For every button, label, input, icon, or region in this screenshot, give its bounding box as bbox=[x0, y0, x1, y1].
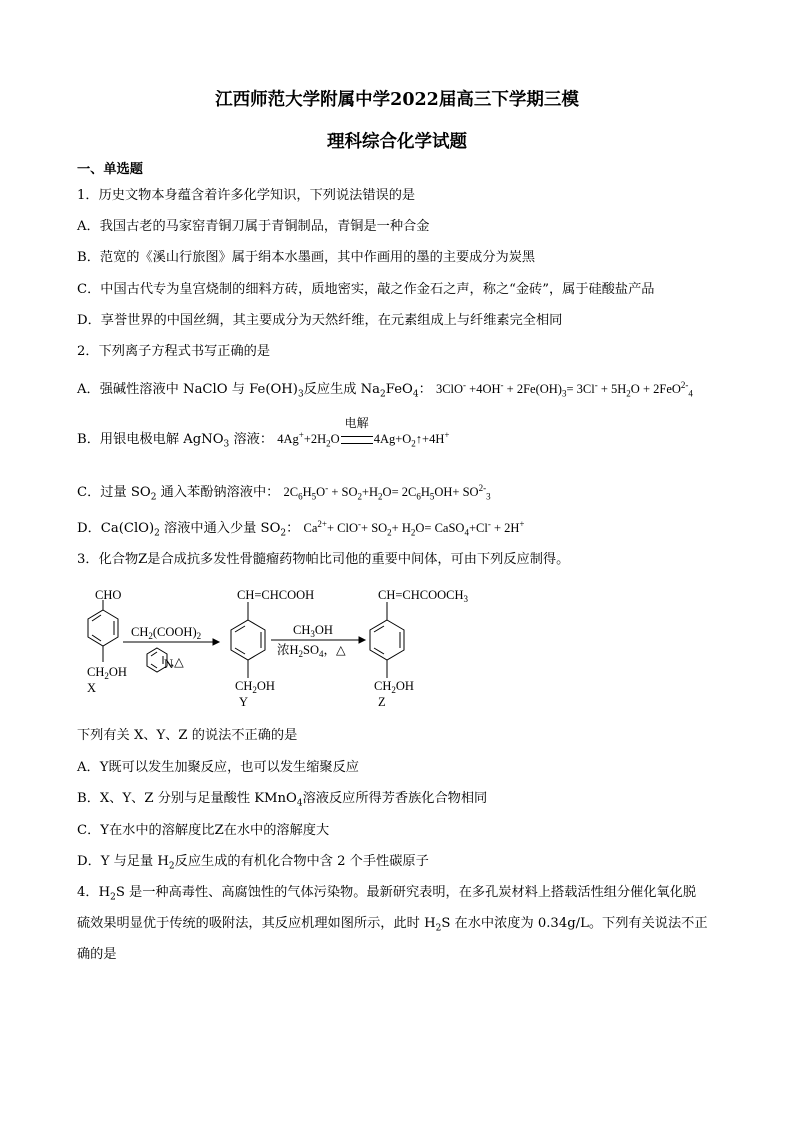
label-z: Z bbox=[378, 695, 386, 709]
exam-title: 江西师范大学附属中学2022届高三下学期三模 bbox=[215, 90, 579, 110]
q1-stem: 1．历史文物本身蕴含着许多化学知识，下列说法错误的是 bbox=[77, 188, 416, 203]
x-benzene-ring bbox=[88, 600, 118, 662]
section-heading: 一、单选题 bbox=[77, 162, 143, 177]
svg-text:CH2OH: $CH_2OH$ bbox=[374, 679, 414, 695]
q4-line-2: 硫效果明显优于传统的吸附法，其反应机理如图所示，此时 $H_2S$ 在水中浓度为 0.34g/L。下列有关说法不正 bbox=[77, 916, 708, 934]
svg-text:CH2OH: $CH_2OH$ bbox=[87, 665, 127, 681]
label-y: Y bbox=[239, 695, 249, 709]
q2-b-equation: $4Ag^++2H_2O$ 电解 $4Ag+O_2↑+4H^+$ bbox=[277, 416, 450, 449]
q2-option-c: C．过量 $SO_2$ 通入苯酚钠溶液中： $2C_6H_5O^- + SO_2+H_2O= 2C_6H_5OH+ SO^{2-}_3$ bbox=[77, 482, 491, 503]
q2-d-equation: $Ca^{2+}+ ClO^-+ SO_2+ H_2O=$ CaSO$_4$+Cl- + 2H+ bbox=[303, 518, 525, 538]
reaction-arrow-2-head bbox=[359, 637, 365, 643]
q3-option-b: B．X、Y、Z 分别与足量酸性 KMnO$_4$溶液反应所得芳香族化合物相同 bbox=[77, 791, 488, 809]
reaction-scheme bbox=[75, 588, 495, 710]
svg-text:CH3OH: $CH_3OH$ bbox=[293, 623, 333, 639]
svg-text:CH=CHCOOCH3: $CH=CHCOOCH_3$ bbox=[378, 588, 469, 604]
electrolysis-equals-sign: 电解 bbox=[340, 430, 374, 448]
q2-a-equation: $3ClO^- +4OH^- + 2Fe(OH)_3= 3Cl^- + 5H_2O + 2FeO^{2-}_4$ bbox=[435, 379, 693, 399]
reaction-arrow-1-head bbox=[213, 639, 219, 645]
exam-subtitle: 理科综合化学试题 bbox=[327, 132, 467, 152]
q4-line-3: 确的是 bbox=[77, 947, 117, 962]
y-benzene-ring bbox=[231, 602, 265, 678]
svg-text:,△: ,△ bbox=[171, 655, 184, 669]
q2-option-a: A．强碱性溶液中 NaClO 与 $Fe(OH)_3$反应生成 $Na_2FeO_4$： $3ClO^- +4OH^- + 2Fe(OH)_3= 3Cl^- + 5H_2O + 2FeO^{2-}_4$ bbox=[77, 379, 693, 400]
svg-text:浓H2SO4，△: 浓$H_2SO_4$，△ bbox=[277, 643, 346, 659]
y-acrylic-group: CH=CHCOOH bbox=[237, 588, 315, 602]
z-benzene-ring bbox=[370, 602, 404, 678]
q2-c-equation: $2C_6H_5O^- + SO_2+H_2O= 2C_6H_5OH+ SO^{2-}_3$ bbox=[283, 482, 491, 502]
x-aldehyde-group: CHO bbox=[95, 588, 122, 602]
q2-option-d: D．$Ca(ClO)_2$ 溶液中通入少量 $SO_2$： $Ca^{2+}+ ClO^-+ SO_2+ H_2O=$ CaSO$_4$+Cl- + 2H+ bbox=[77, 518, 525, 539]
q1-option-c: C．中国古代专为皇宫烧制的细料方砖，质地密实，敲之作金石之声，称之“金砖”，属于硅酸盐产品 bbox=[77, 282, 655, 297]
svg-text:CH2OH: $CH_2OH$ bbox=[235, 679, 275, 695]
q3-option-d: D．Y 与足量 $H_2$反应生成的有机化合物中含 2 个手性碳原子 bbox=[77, 854, 429, 872]
q1-option-a: A．我国古老的马家窑青铜刀属于青铜制品，青铜是一种合金 bbox=[77, 219, 430, 234]
pyridine-n: N bbox=[164, 657, 174, 671]
svg-text:CH2(COOH)2: $CH_2(COOH)_2$ bbox=[131, 625, 202, 641]
q4-line-1: 4．$H_2S$ 是一种高毒性、高腐蚀性的气体污染物。最新研究表明，在多孔炭材料上搭载活性组分催化氧化脱 bbox=[77, 885, 697, 903]
q3-lead: 下列有关 X、Y、Z 的说法不正确的是 bbox=[77, 728, 298, 743]
label-x: X bbox=[87, 681, 97, 695]
q1-option-b: B．范宽的《溪山行旅图》属于绢本水墨画，其中作画用的墨的主要成分为炭黑 bbox=[77, 250, 536, 265]
q3-option-a: A．Y既可以发生加聚反应，也可以发生缩聚反应 bbox=[77, 760, 359, 775]
q1-option-d: D．享誉世界的中国丝绸，其主要成分为天然纤维，在元素组成上与纤维素完全相同 bbox=[77, 313, 563, 328]
q2-option-b: B．用银电极电解 AgNO$_3$ 溶液： $4Ag^++2H_2O$ 电解 $4Ag+O_2↑+4H^+$ bbox=[77, 416, 450, 450]
q2-stem: 2．下列离子方程式书写正确的是 bbox=[77, 344, 271, 359]
q3-option-c: C．Y在水中的溶解度比Z在水中的溶解度大 bbox=[77, 823, 330, 838]
q3-stem: 3．化合物Z是合成抗多发性骨髓瘤药物帕比司他的重要中间体，可由下列反应制得。 bbox=[77, 552, 570, 567]
z-ester-group: CH=CHCOOCH bbox=[378, 588, 464, 602]
